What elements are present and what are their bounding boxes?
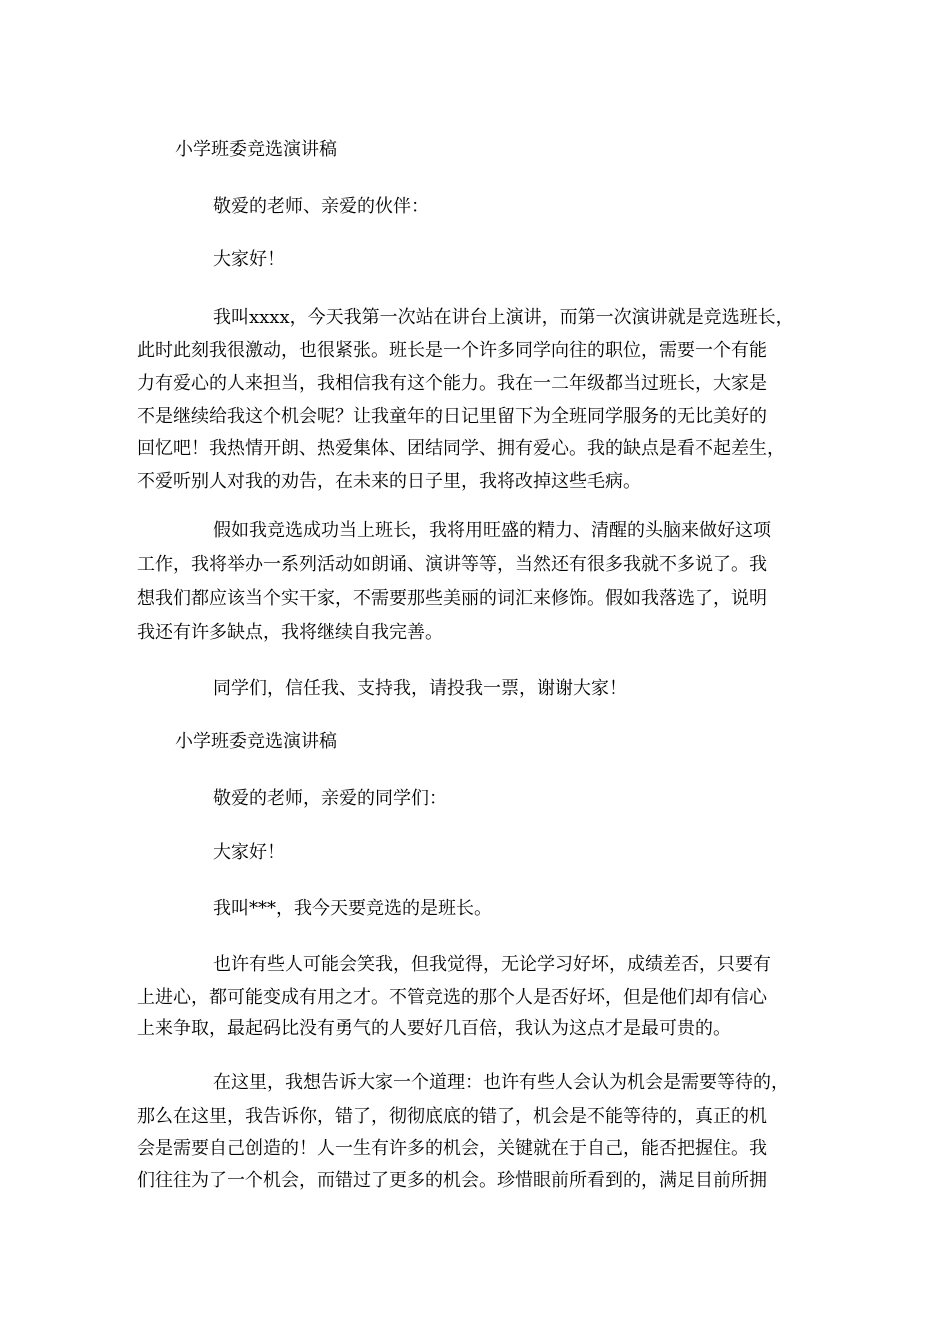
salutation: 敬爱的老师，亲爱的同学们： (213, 788, 447, 809)
paragraph-line: 不爱听别人对我的劝告，在未来的日子里，我将改掉这些毛病。 (137, 471, 641, 492)
salutation: 敬爱的老师、亲爱的伙伴： (213, 196, 429, 217)
paragraph-line: 上来争取，最起码比没有勇气的人要好几百倍，我认为这点才是最可贵的。 (137, 1018, 731, 1039)
paragraph-line: 在这里，我想告诉大家一个道理：也许有些人会认为机会是需要等待的， (213, 1072, 789, 1093)
speech-title: 小学班委竞选演讲稿 (175, 139, 337, 160)
greeting: 大家好！ (213, 842, 285, 863)
paragraph-line: 那么在这里，我告诉你，错了，彻彻底底的错了，机会是不能等待的，真正的机 (137, 1106, 767, 1127)
paragraph-line: 我叫xxxx，今天我第一次站在讲台上演讲，而第一次演讲就是竞选班长， (213, 307, 794, 328)
paragraph-line: 假如我竞选成功当上班长，我将用旺盛的精力、清醒的头脑来做好这项 (213, 520, 771, 541)
intro-line: 我叫***，我今天要竞选的是班长。 (213, 898, 492, 919)
paragraph-line: 们往往为了一个机会，而错过了更多的机会。珍惜眼前所看到的，满足目前所拥 (137, 1170, 767, 1191)
paragraph-line: 力有爱心的人来担当，我相信我有这个能力。我在一二年级都当过班长，大家是 (137, 373, 767, 394)
paragraph-line: 此时此刻我很激动，也很紧张。班长是一个许多同学向往的职位，需要一个有能 (137, 340, 767, 361)
paragraph-line: 工作，我将举办一系列活动如朗诵、演讲等等，当然还有很多我就不多说了。我 (137, 554, 767, 575)
closing-line: 同学们，信任我、支持我，请投我一票，谢谢大家！ (213, 678, 627, 699)
paragraph-line: 上进心，都可能变成有用之才。不管竞选的那个人是否好坏，但是他们却有信心 (137, 987, 767, 1008)
paragraph-line: 我还有许多缺点，我将继续自我完善。 (137, 622, 443, 643)
greeting: 大家好！ (213, 249, 285, 270)
paragraph-line: 回忆吧！我热情开朗、热爱集体、团结同学、拥有爱心。我的缺点是看不起差生， (137, 438, 785, 459)
paragraph-line: 想我们都应该当个实干家，不需要那些美丽的词汇来修饰。假如我落选了，说明 (137, 588, 767, 609)
paragraph-line: 也许有些人可能会笑我，但我觉得，无论学习好坏，成绩差否，只要有 (213, 954, 771, 975)
paragraph-line: 不是继续给我这个机会呢？让我童年的日记里留下为全班同学服务的无比美好的 (137, 406, 767, 427)
speech-title: 小学班委竞选演讲稿 (175, 731, 337, 752)
paragraph-line: 会是需要自己创造的！人一生有许多的机会，关键就在于自己，能否把握住。我 (137, 1138, 767, 1159)
